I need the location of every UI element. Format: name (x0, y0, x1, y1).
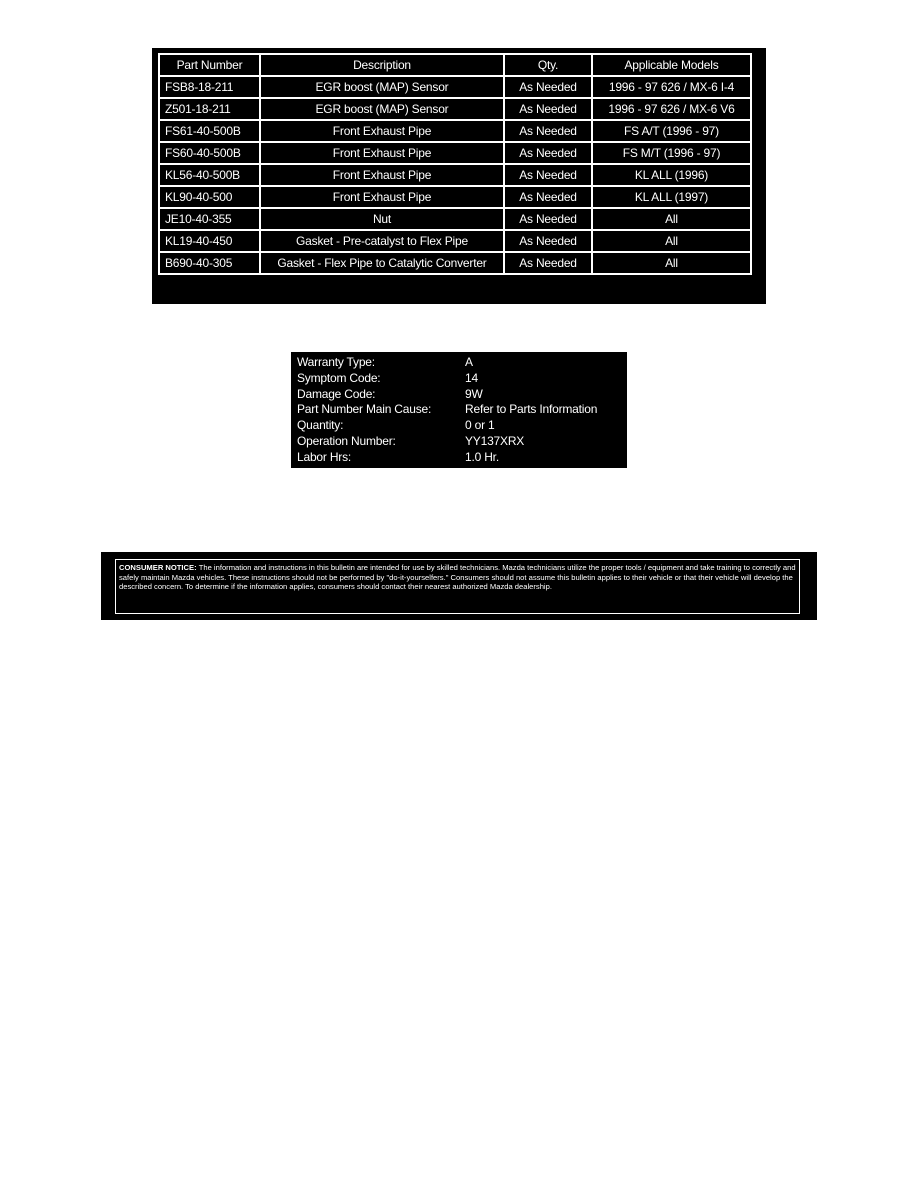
warranty-value: 0 or 1 (465, 418, 495, 433)
description-cell: Gasket - Flex Pipe to Catalytic Converter (260, 252, 504, 274)
parts-table-header-row (159, 54, 751, 76)
models-cell: FS M/T (1996 - 97) (592, 142, 751, 164)
consumer-notice-body: The information and instructions in this bulletin are intended for use by skilled technicians. Mazda technicians utilize the proper tools / equipment and take training to correctly and safely maintain Mazda vehicles. These instructions should not be performed by "do-it-yourselfers." Consumers should not assume this bulletin applies to their vehicle or that their vehicle will develop the described concern. To determine if the information applies, consumers should contact their nearest authorized Mazda dealership. (119, 563, 796, 592)
description-cell: Front Exhaust Pipe (260, 142, 504, 164)
qty-cell: As Needed (504, 120, 592, 142)
description-cell: Front Exhaust Pipe (260, 186, 504, 208)
header-description: Description (260, 54, 504, 76)
description-cell: EGR boost (MAP) Sensor (260, 98, 504, 120)
warranty-row (297, 450, 621, 466)
qty-cell: As Needed (504, 164, 592, 186)
table-row (159, 230, 751, 252)
warranty-value: 9W (465, 386, 483, 401)
part-number-cell: KL19-40-450 (159, 230, 260, 252)
part-number-cell: Z501-18-211 (159, 98, 260, 120)
warranty-row (297, 434, 621, 450)
table-row (159, 164, 751, 186)
consumer-notice-block (101, 552, 817, 620)
description-cell: Gasket - Pre-catalyst to Flex Pipe (260, 230, 504, 252)
table-row (159, 208, 751, 230)
parts-information-block (152, 48, 766, 304)
models-cell: KL ALL (1997) (592, 186, 751, 208)
models-cell: FS A/T (1996 - 97) (592, 120, 751, 142)
part-number-cell: JE10-40-355 (159, 208, 260, 230)
part-number-cell: FS60-40-500B (159, 142, 260, 164)
warranty-information-block (291, 352, 627, 468)
parts-table (158, 53, 752, 275)
header-part-number: Part Number (159, 54, 260, 76)
warranty-row (297, 371, 621, 387)
warranty-row (297, 355, 621, 371)
warranty-value: Refer to Parts Information (465, 402, 598, 417)
table-row (159, 252, 751, 274)
description-cell: Front Exhaust Pipe (260, 164, 504, 186)
models-cell: KL ALL (1996) (592, 164, 751, 186)
warranty-label: Part Number Main Cause: (297, 402, 432, 417)
models-cell: All (592, 208, 751, 230)
part-number-cell: KL56-40-500B (159, 164, 260, 186)
warranty-label: Damage Code: (297, 386, 376, 401)
part-number-cell: KL90-40-500 (159, 186, 260, 208)
header-applicable-models: Applicable Models (592, 54, 751, 76)
models-cell: All (592, 252, 751, 274)
warranty-value: A (465, 355, 473, 369)
consumer-notice-heading: CONSUMER NOTICE: (119, 563, 199, 572)
warranty-label: Labor Hrs: (297, 449, 352, 464)
part-number-cell: FS61-40-500B (159, 120, 260, 142)
warranty-label: Symptom Code: (297, 370, 381, 385)
warranty-row (297, 418, 621, 434)
models-cell: 1996 - 97 626 / MX-6 I-4 (592, 76, 751, 98)
table-row (159, 98, 751, 120)
qty-cell: As Needed (504, 98, 592, 120)
table-row (159, 120, 751, 142)
warranty-label: Warranty Type: (297, 355, 375, 369)
warranty-value: 14 (465, 370, 478, 385)
warranty-row (297, 402, 621, 418)
table-row (159, 186, 751, 208)
qty-cell: As Needed (504, 252, 592, 274)
qty-cell: As Needed (504, 76, 592, 98)
part-number-cell: B690-40-305 (159, 252, 260, 274)
consumer-notice-box (115, 559, 800, 614)
models-cell: 1996 - 97 626 / MX-6 V6 (592, 98, 751, 120)
warranty-label: Operation Number: (297, 433, 396, 448)
qty-cell: As Needed (504, 186, 592, 208)
table-row (159, 142, 751, 164)
description-cell: Front Exhaust Pipe (260, 120, 504, 142)
qty-cell: As Needed (504, 230, 592, 252)
qty-cell: As Needed (504, 142, 592, 164)
table-row (159, 76, 751, 98)
description-cell: Nut (260, 208, 504, 230)
warranty-label: Quantity: (297, 418, 344, 433)
models-cell: All (592, 230, 751, 252)
qty-cell: As Needed (504, 208, 592, 230)
header-qty: Qty. (504, 54, 592, 76)
warranty-row (297, 387, 621, 403)
warranty-value: 1.0 Hr. (465, 449, 499, 464)
part-number-cell: FSB8-18-211 (159, 76, 260, 98)
warranty-value: YY137XRX (465, 433, 525, 448)
description-cell: EGR boost (MAP) Sensor (260, 76, 504, 98)
